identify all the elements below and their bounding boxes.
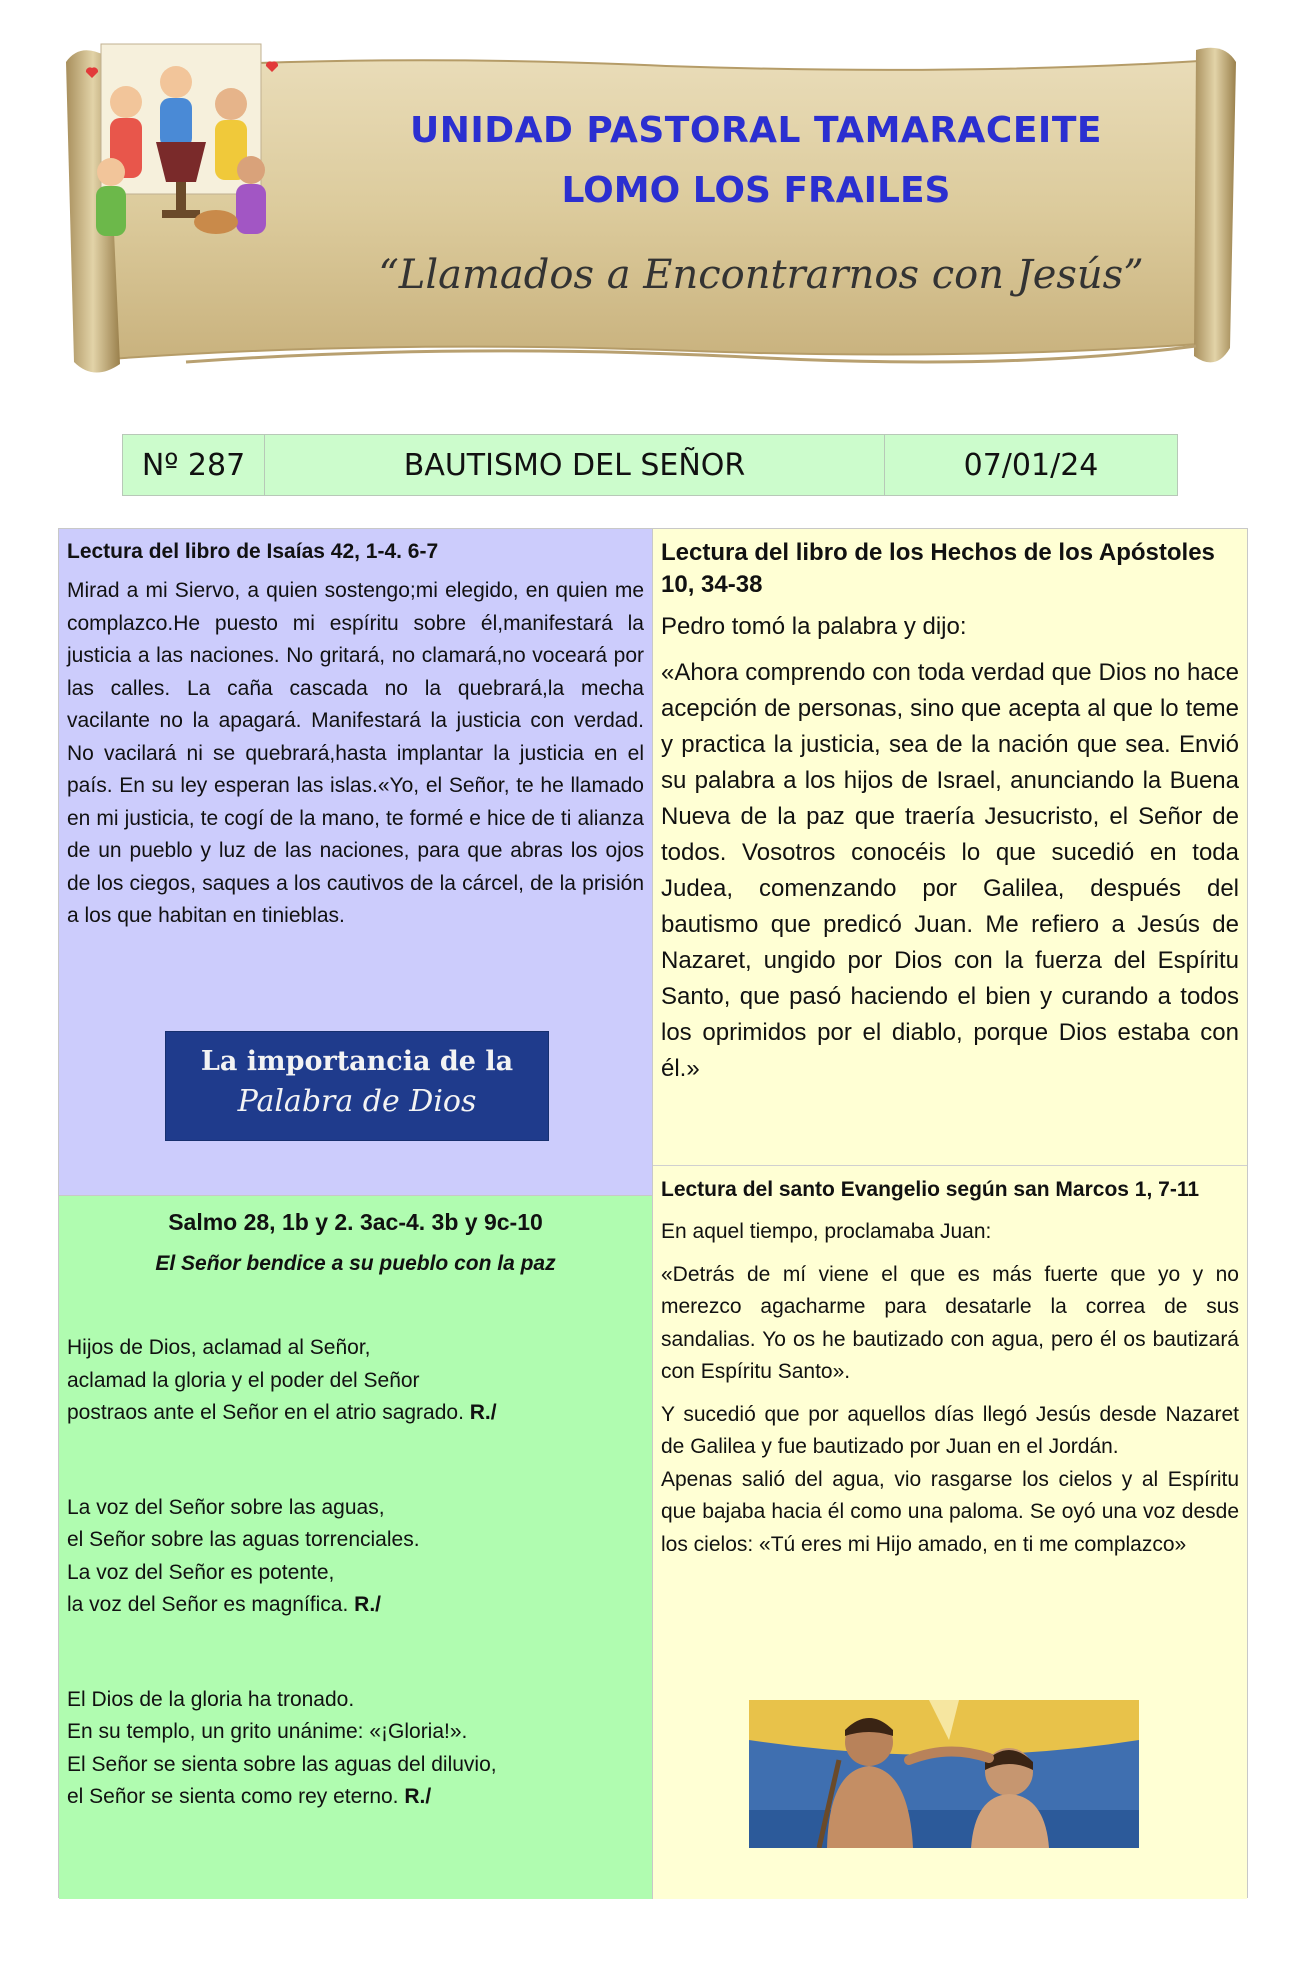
psalm-title: Salmo 28, 1b y 2. 3ac-4. 3b y 9c-10	[168, 1209, 543, 1235]
stanza-line: La voz del Señor sobre las aguas,	[67, 1495, 385, 1519]
second-reading	[653, 529, 1247, 1165]
baptism-of-jesus-image	[749, 1700, 1139, 1848]
word-of-god-banner	[165, 1031, 549, 1141]
parish-subtitle: LOMO LOS FRAILES	[561, 170, 951, 211]
refrain-mark: R./	[354, 1593, 382, 1616]
stanza-line: aclamad la gloria y el poder del Señor	[67, 1368, 420, 1392]
gospel-paragraph-2: Y sucedió que por aquellos días llegó Jesús desde Nazaret de Galilea y fue bautizado por Juan en el Jordán.	[661, 1402, 1239, 1458]
motto: “Llamados a Encontrarnos con Jesús”	[378, 252, 1144, 298]
banner-line1: La importancia de la	[200, 1046, 514, 1077]
gospel-intro: En aquel tiempo, proclamaba Juan:	[661, 1220, 992, 1243]
gospel	[653, 1165, 1247, 1899]
stanza-line: el Señor se sienta como rey eterno. R./	[67, 1785, 432, 1808]
community-logo-image	[66, 42, 296, 262]
feast-name: BAUTISMO DEL SEÑOR	[265, 435, 885, 495]
second-reading-intro: Pedro tomó la palabra y dijo:	[661, 613, 967, 640]
first-reading	[59, 529, 653, 1195]
psalm	[59, 1195, 653, 1899]
readings-grid	[58, 528, 1248, 1898]
stanza-line: el Señor sobre las aguas torrenciales.	[67, 1528, 420, 1551]
refrain-mark: R./	[469, 1401, 497, 1424]
psalm-stanza-3	[67, 1684, 644, 1814]
psalm-response: El Señor bendice a su pueblo con la paz	[155, 1252, 556, 1275]
gospel-title: Lectura del santo Evangelio según san Marcos 1, 7-11	[661, 1178, 1200, 1201]
stanza-line: El Dios de la gloria ha tronado.	[67, 1687, 355, 1711]
issue-info-bar	[122, 434, 1178, 496]
stanza-line: El Señor se sienta sobre las aguas del diluvio,	[67, 1752, 497, 1776]
psalm-stanza-1	[67, 1332, 644, 1430]
stanza-line: postraos ante el Señor en el atrio sagrado. R./	[67, 1401, 497, 1424]
stanza-line: En su templo, un grito unánime: «¡Gloria!».	[67, 1720, 468, 1743]
stanza-line: La voz del Señor es potente,	[67, 1560, 335, 1584]
first-reading-text: Mirad a mi Siervo, a quien sostengo;mi elegido, en quien me complazco.He puesto mi espíritu sobre él,manifestará la justicia a las naciones. No gritará, no clamará,no voceará por las calles. La caña cascada no la quebrará,la mecha vacilante no la apagará. Manifestará la justicia con verdad. No vacilará ni se quebrará,hasta implantar la justicia en el país. En su ley esperan las islas.«Yo, el Señor, te he llamado en mi justicia, te cogí de la mano, te formé e hice de ti alianza de un pueblo y luz de las naciones, para que abras los ojos de los ciegos, saques a los cautivos de la cárcel, de la prisión a los que habitan en tinieblas.	[67, 579, 644, 927]
issue-date: 07/01/24	[885, 435, 1177, 495]
header-scroll	[66, 42, 1236, 382]
second-reading-text: «Ahora comprendo con toda verdad que Dios no hace acepción de personas, sino que acepta al que lo teme y practica la justicia, sea de la nación que sea. Envió su palabra a los hijos de Israel, anunciando la Buena Nueva de la paz que traería Jesucristo, el Señor de todos. Vosotros conocéis lo que sucedió en toda Judea, comenzando por Galilea, después del bautismo que predicó Juan. Me refiero a Jesús de Nazaret, ungido por Dios con la fuerza del Espíritu Santo, que pasó haciendo el bien y curando a todos los oprimidos por el diablo, porque Dios estaba con él.»	[661, 659, 1239, 1082]
refrain-mark: R./	[404, 1785, 432, 1808]
psalm-stanza-2	[67, 1492, 644, 1622]
gospel-paragraph-3: Apenas salió del agua, vio rasgarse los cielos y al Espíritu que bajaba hacia él como una paloma. Se oyó una voz desde los cielos: «Tú eres mi Hijo amado, en ti me complazco»	[661, 1467, 1239, 1556]
gospel-paragraph-1: «Detrás de mí viene el que es más fuerte que yo y no merezco agacharme para desatarle la correa de sus sandalias. Yo os he bautizado con agua, pero él os bautizará con Espíritu Santo».	[661, 1262, 1239, 1383]
banner-line2: Palabra de Dios	[237, 1084, 477, 1119]
stanza-line: Hijos de Dios, aclamad al Señor,	[67, 1336, 371, 1359]
issue-number: Nº 287	[123, 435, 265, 495]
parish-title: UNIDAD PASTORAL TAMARACEITE	[410, 110, 1102, 151]
first-reading-title: Lectura del libro de Isaías 42, 1-4. 6-7	[67, 540, 439, 563]
stanza-line: la voz del Señor es magnífica. R./	[67, 1593, 382, 1616]
second-reading-title: Lectura del libro de los Hechos de los Apóstoles 10, 34-38	[661, 539, 1215, 598]
